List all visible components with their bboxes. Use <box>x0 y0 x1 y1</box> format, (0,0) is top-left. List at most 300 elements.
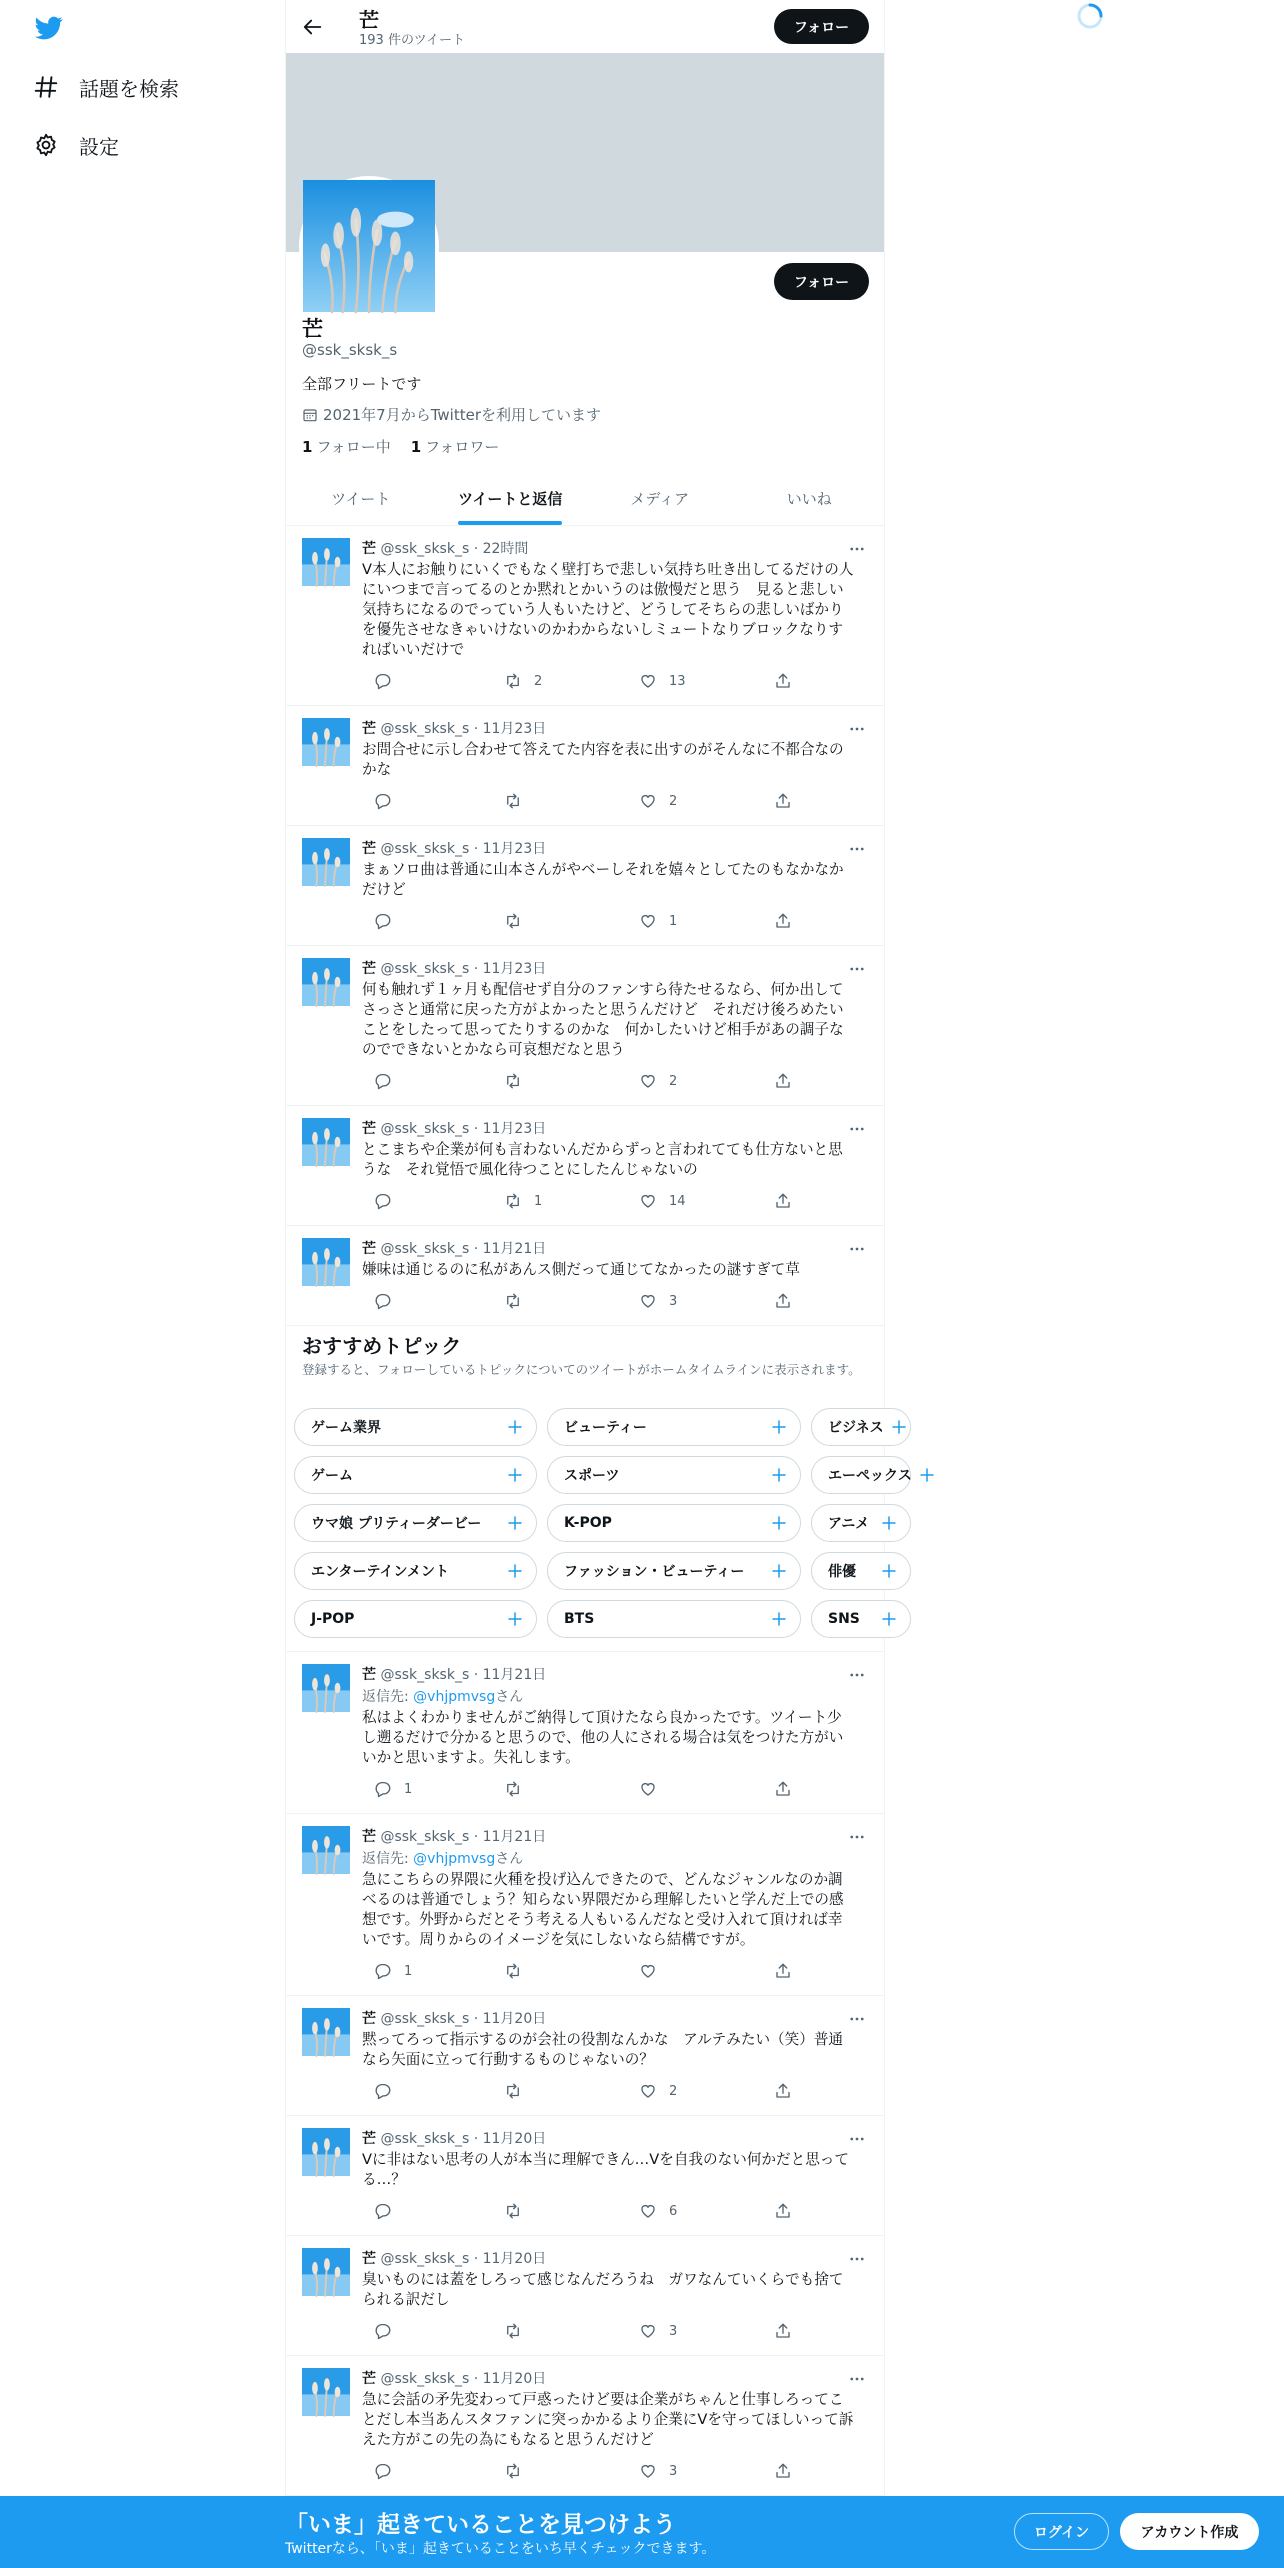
share-icon <box>774 912 792 930</box>
tweet-author-name[interactable]: 芒 <box>362 1241 376 1257</box>
tweet-author-name[interactable]: 芒 <box>362 1829 376 1845</box>
tweet-text-line: うな それ覚悟で風化待つことにしたんじゃないの <box>362 1161 698 1178</box>
tweet[interactable] <box>286 2356 884 2496</box>
plus-icon <box>918 1466 936 1484</box>
share-button[interactable] <box>762 1780 792 1798</box>
retweet-button[interactable] <box>492 1192 542 1210</box>
topic-chip-label: K-POP <box>564 1515 612 1531</box>
tweet[interactable] <box>286 1814 884 1996</box>
topic-chip[interactable] <box>547 1600 801 1638</box>
retweet-icon <box>504 2322 522 2340</box>
tweet-text-line: だけど <box>362 881 406 898</box>
share-icon <box>774 1072 792 1090</box>
tweet[interactable] <box>286 946 884 1106</box>
tweet-text-line: 気持ちになるのでっていう人もいたけど、どうしてそちらの悲しいばかり <box>362 601 844 618</box>
more-icon[interactable] <box>848 1666 866 1684</box>
retweet-button[interactable] <box>492 1780 534 1798</box>
tweet-text-line: いかと思いますよ。失礼します。 <box>362 1749 580 1766</box>
retweet-button[interactable] <box>492 2082 534 2100</box>
tweet-separator: · <box>469 541 483 557</box>
tweet-timestamp[interactable]: 11月20日 <box>482 2251 547 2267</box>
like-count: 14 <box>669 1193 686 1209</box>
retweet-button[interactable] <box>492 1962 534 1980</box>
share-button[interactable] <box>762 2082 792 2100</box>
tweet-separator: · <box>469 2251 483 2267</box>
tweet-text-line: 嫌味は通じるのに私があんス側だって通じてなかったの謎すぎて草 <box>362 1261 800 1278</box>
like-icon <box>639 2462 657 2480</box>
tweet-actions <box>362 1292 802 1312</box>
like-button[interactable] <box>627 2202 677 2220</box>
tweet-actions <box>362 1072 802 1092</box>
tweet-timestamp[interactable]: 11月23日 <box>482 1121 547 1137</box>
tweet-text <box>362 1260 870 1280</box>
like-icon <box>639 1780 657 1798</box>
reply-button[interactable] <box>362 2202 404 2220</box>
reply-icon <box>374 2202 392 2220</box>
like-button[interactable] <box>627 912 677 930</box>
tweet-timestamp[interactable]: 22時間 <box>482 541 529 557</box>
share-button[interactable] <box>762 792 792 810</box>
plus-icon <box>770 1562 788 1580</box>
tweet-author-handle: @ssk_sksk_s <box>380 961 470 977</box>
like-count: 13 <box>669 673 686 689</box>
reply-icon <box>374 2082 392 2100</box>
tweet-text <box>362 1708 870 1768</box>
like-icon <box>639 1292 657 1310</box>
tweet-separator: · <box>469 721 483 737</box>
tweet-author-name[interactable]: 芒 <box>362 2371 376 2387</box>
tweet-text-line: ればいいだけで <box>362 641 465 658</box>
share-icon <box>774 672 792 690</box>
profile-avatar[interactable] <box>299 176 439 316</box>
retweet-button[interactable] <box>492 1072 534 1090</box>
share-icon <box>774 1780 792 1798</box>
like-icon <box>639 2202 657 2220</box>
tweet-header <box>362 958 546 978</box>
reply-button[interactable] <box>362 672 404 690</box>
like-button[interactable] <box>627 792 677 810</box>
more-icon[interactable] <box>848 960 866 978</box>
reply-button[interactable] <box>362 2322 404 2340</box>
following-link[interactable] <box>302 436 391 457</box>
tweet-text-line: のでできないとかなら可哀想だなと思う <box>362 1041 625 1058</box>
topic-chip[interactable] <box>547 1408 801 1446</box>
tab-likes[interactable]: いいね <box>786 490 832 508</box>
tweet-timestamp[interactable]: 11月23日 <box>482 841 547 857</box>
tweet-author-handle: @ssk_sksk_s <box>380 1829 470 1845</box>
share-button[interactable] <box>762 2322 792 2340</box>
like-button[interactable] <box>627 1780 669 1798</box>
profile-tabs <box>286 472 884 526</box>
tweet-avatar[interactable] <box>302 538 350 586</box>
reply-icon <box>374 1072 392 1090</box>
more-icon[interactable] <box>848 2130 866 2148</box>
login-prompt-subtitle: Twitterなら、「いま」起きていることをいち早くチェックできます。 <box>285 2541 716 2557</box>
plus-icon <box>880 1562 898 1580</box>
tab-tweets-and-replies[interactable]: ツイートと返信 <box>436 472 586 525</box>
reply-button[interactable] <box>362 2462 404 2480</box>
retweet-button[interactable] <box>492 792 534 810</box>
tweet-text <box>362 860 870 900</box>
retweet-button[interactable] <box>492 912 534 930</box>
plus-icon <box>770 1418 788 1436</box>
tweet-text <box>362 980 870 1060</box>
tweet-author-name[interactable]: 芒 <box>362 2131 376 2147</box>
tweet-author-handle: @ssk_sksk_s <box>380 2371 470 2387</box>
reply-icon <box>374 672 392 690</box>
tweet-separator: · <box>469 1667 483 1683</box>
plus-icon <box>506 1562 524 1580</box>
tweet-actions <box>362 2082 802 2102</box>
retweet-button[interactable] <box>492 2322 534 2340</box>
tweet-actions <box>362 672 802 692</box>
tweet-reply-to <box>362 1848 523 1868</box>
tweet-avatar[interactable] <box>302 2128 350 2176</box>
tab-media[interactable]: メディア <box>630 490 690 508</box>
tweet-actions <box>362 792 802 812</box>
like-count: 2 <box>669 2083 678 2099</box>
tweet-timestamp[interactable]: 11月21日 <box>482 1241 547 1257</box>
profile-column <box>285 0 912 2568</box>
nav-explore-label: 話題を検索 <box>79 76 179 101</box>
topic-chip-label: ウマ娘 プリティーダービー <box>311 1516 482 1532</box>
like-icon <box>639 1962 657 1980</box>
topics-title: おすすめトピック <box>302 1334 462 1358</box>
tweet-header <box>362 2128 546 2148</box>
like-button[interactable] <box>627 2462 677 2480</box>
more-icon[interactable] <box>848 720 866 738</box>
topic-chip[interactable] <box>294 1552 537 1590</box>
tweet-text-line: 急に会話の矛先変わって戸惑ったけど要は企業がちゃんと仕事しろってこ <box>362 2391 844 2408</box>
topic-chip[interactable] <box>294 1600 537 1638</box>
reply-icon <box>374 1192 392 1210</box>
reply-button[interactable] <box>362 792 404 810</box>
share-button[interactable] <box>762 1192 792 1210</box>
more-icon[interactable] <box>848 540 866 558</box>
plus-icon <box>506 1610 524 1628</box>
profile-name: 芒 <box>302 317 323 341</box>
reply-to-mention[interactable]: @vhjpmvsg <box>413 1851 496 1867</box>
tweet-header <box>362 538 528 558</box>
share-button[interactable] <box>762 912 792 930</box>
retweet-count: 1 <box>534 1193 543 1209</box>
topic-chip[interactable] <box>811 1456 911 1494</box>
tweet-text-line: る…？ <box>362 2171 406 2188</box>
tweet-separator: · <box>469 2131 483 2147</box>
calendar-icon <box>302 407 318 423</box>
like-button[interactable] <box>627 1072 677 1090</box>
tweet-separator: · <box>469 2371 483 2387</box>
more-icon[interactable] <box>848 2010 866 2028</box>
retweet-icon <box>504 912 522 930</box>
tweet-avatar[interactable] <box>302 718 350 766</box>
nav-explore[interactable] <box>33 67 179 107</box>
twitter-logo-icon[interactable] <box>33 14 65 42</box>
tweet-text-line: なら矢面に立って行動するものじゃないの？ <box>362 2051 654 2068</box>
tweet-header <box>362 1118 546 1138</box>
like-icon <box>639 792 657 810</box>
tweet[interactable] <box>286 2236 884 2356</box>
topic-chip[interactable] <box>811 1504 911 1542</box>
retweet-icon <box>504 792 522 810</box>
tweet-text-line: いです。周りからのイメージを気にしないなら結構ですが。 <box>362 1931 755 1948</box>
like-button[interactable] <box>627 2082 677 2100</box>
tweet-separator: · <box>469 2011 483 2027</box>
share-button[interactable] <box>762 1072 792 1090</box>
loading-spinner-icon <box>1076 2 1104 30</box>
tweet-actions <box>362 912 802 932</box>
tweet-author-handle: @ssk_sksk_s <box>380 2011 470 2027</box>
tweet-text-line: 急にこちらの界隈に火種を投げ込んできたので、どんなジャンルなのか調 <box>362 1871 843 1888</box>
tweet-text-line: られる訳だし <box>362 2291 450 2308</box>
tweet-text-line: 黙ってろって指示するのが会社の役割なんかな アルテみたい（笑）普通 <box>362 2031 844 2048</box>
retweet-icon <box>504 2082 522 2100</box>
topic-chip[interactable] <box>294 1456 537 1494</box>
reply-icon <box>374 1292 392 1310</box>
plus-icon <box>770 1466 788 1484</box>
tweet-text <box>362 740 870 780</box>
tweet-timestamp[interactable]: 11月23日 <box>482 721 547 737</box>
share-button[interactable] <box>762 1292 792 1310</box>
tweet-author-name[interactable]: 芒 <box>362 841 376 857</box>
like-button[interactable] <box>627 2322 677 2340</box>
reply-button[interactable] <box>362 1780 412 1798</box>
tweet-text <box>362 1870 870 1950</box>
reply-icon <box>374 792 392 810</box>
share-icon <box>774 2462 792 2480</box>
tweet-author-name[interactable]: 芒 <box>362 721 376 737</box>
tweet-avatar[interactable] <box>302 1118 350 1166</box>
like-button[interactable] <box>627 1962 669 1980</box>
tweet-text-line: 想です。外野からだとそう考える人もいるんだなと受け入れて頂ければ幸 <box>362 1911 843 1928</box>
retweet-button[interactable] <box>492 1292 534 1310</box>
more-icon[interactable] <box>848 2250 866 2268</box>
like-count: 2 <box>669 1073 678 1089</box>
retweet-count: 2 <box>534 673 543 689</box>
topic-chip[interactable] <box>811 1552 911 1590</box>
tweet-timestamp[interactable]: 11月20日 <box>482 2131 547 2147</box>
like-icon <box>639 2082 657 2100</box>
tweet-separator: · <box>469 961 483 977</box>
tweet-avatar[interactable] <box>302 1238 350 1286</box>
topic-chip-label: 俳優 <box>828 1564 856 1580</box>
tweet-text-line: さっさと通常に戻った方がよかったと思うんだけど それだけ後ろめたい <box>362 1001 844 1018</box>
tweet[interactable] <box>286 1652 884 1814</box>
share-button[interactable] <box>762 2202 792 2220</box>
tweet-timestamp[interactable]: 11月20日 <box>482 2011 547 2027</box>
plus-icon <box>770 1514 788 1532</box>
tweet-header <box>362 1238 546 1258</box>
tweet-actions <box>362 2462 802 2482</box>
share-icon <box>774 1292 792 1310</box>
tweet-author-handle: @ssk_sksk_s <box>380 721 470 737</box>
reply-icon <box>374 1780 392 1798</box>
topic-chip-label: SNS <box>828 1611 860 1627</box>
tweet[interactable] <box>286 826 884 946</box>
like-count: 3 <box>669 2463 678 2479</box>
retweet-button[interactable] <box>492 2462 534 2480</box>
tweet-header <box>362 1664 546 1684</box>
like-count: 1 <box>669 913 678 929</box>
profile-joined-text: 2021年7月からTwitterを利用しています <box>323 406 601 424</box>
tweet-text-line: とだし本当あんスタファンに突っかかるより企業にVを守ってほしいって訴 <box>362 2411 854 2428</box>
more-icon[interactable] <box>848 1828 866 1846</box>
share-icon <box>774 792 792 810</box>
back-arrow-icon[interactable] <box>302 16 324 38</box>
tweet-author-name[interactable]: 芒 <box>362 961 376 977</box>
retweet-icon <box>504 1962 522 1980</box>
tweet-header <box>362 2008 546 2028</box>
topic-chip[interactable] <box>294 1504 537 1542</box>
reply-button[interactable] <box>362 1072 404 1090</box>
tweet-avatar[interactable] <box>302 1664 350 1712</box>
tweet-separator: · <box>469 1121 483 1137</box>
tweet-avatar[interactable] <box>302 2248 350 2296</box>
more-icon[interactable] <box>848 840 866 858</box>
tweet-text-line: えた方がこの先の為にもなると思うんだけど <box>362 2431 654 2448</box>
topic-chip[interactable] <box>811 1408 911 1446</box>
topic-chip-label: ビューティー <box>564 1420 647 1436</box>
followers-count: 1 <box>410 438 422 456</box>
reply-button[interactable] <box>362 2082 404 2100</box>
tweet-header <box>362 1826 546 1846</box>
reply-count: 1 <box>404 1781 413 1797</box>
tweet-text-line: にいつまで言ってるのとか黙れとかいうのは傲慢だと思う 見ると悲しい <box>362 581 844 598</box>
header-follow-button[interactable]: フォロー <box>774 9 869 44</box>
retweet-icon <box>504 1292 522 1310</box>
topic-chip[interactable] <box>811 1600 911 1638</box>
nav-settings[interactable] <box>33 125 119 165</box>
tweet-text-line: Vに非はない思考の人が本当に理解できん…Vを自我のない何かだと思って <box>362 2151 849 2168</box>
tab-tweets[interactable]: ツイート <box>331 490 391 508</box>
tweet-author-handle: @ssk_sksk_s <box>380 1241 470 1257</box>
reply-to-prefix: 返信先: <box>362 1689 414 1705</box>
followers-link[interactable] <box>411 436 500 457</box>
like-button[interactable] <box>627 672 686 690</box>
tweet-author-name[interactable]: 芒 <box>362 1667 376 1683</box>
tweet-text-line: 何も触れず１ヶ月も配信せず自分のファンすら待たせるなら、何か出して <box>362 981 844 998</box>
tweet[interactable] <box>286 1996 884 2116</box>
reply-icon <box>374 1962 392 1980</box>
tweet-text-line: かな <box>362 761 392 778</box>
reply-to-mention[interactable]: @vhjpmvsg <box>413 1689 496 1705</box>
followers-label: フォロワー <box>425 438 500 456</box>
reply-button[interactable] <box>362 912 404 930</box>
retweet-icon <box>504 2202 522 2220</box>
retweet-button[interactable] <box>492 2202 534 2220</box>
tweet-header <box>362 838 546 858</box>
tweet-avatar[interactable] <box>302 2368 350 2416</box>
tweet-text <box>362 2270 870 2310</box>
like-count: 2 <box>669 793 678 809</box>
reply-icon <box>374 2462 392 2480</box>
topics-subtitle: 登録すると、フォローしているトピックについてのツイートがホームタイムラインに表示されます。 <box>302 1362 861 1377</box>
tweet[interactable] <box>286 526 884 706</box>
topic-chip[interactable] <box>547 1456 801 1494</box>
tweet[interactable] <box>286 2116 884 2236</box>
tweet-author-name[interactable]: 芒 <box>362 2251 376 2267</box>
like-button[interactable] <box>627 1292 677 1310</box>
more-icon[interactable] <box>848 2370 866 2388</box>
signup-button[interactable]: アカウント作成 <box>1120 2513 1259 2550</box>
hashtag-icon <box>33 74 59 100</box>
tweet-separator: · <box>469 1241 483 1257</box>
tweet-actions <box>362 1962 802 1982</box>
like-icon <box>639 1072 657 1090</box>
more-icon[interactable] <box>848 1120 866 1138</box>
like-count: 3 <box>669 2323 678 2339</box>
tweet-actions <box>362 2322 802 2342</box>
tweet-timestamp[interactable]: 11月21日 <box>482 1829 547 1845</box>
share-icon <box>774 2322 792 2340</box>
reply-button[interactable] <box>362 1962 412 1980</box>
login-button[interactable]: ログイン <box>1014 2513 1109 2550</box>
reply-to-suffix: さん <box>495 1851 524 1867</box>
tweet-timestamp[interactable]: 11月21日 <box>482 1667 547 1683</box>
share-button[interactable] <box>762 1962 792 1980</box>
tweet-text <box>362 1140 870 1180</box>
plus-icon <box>890 1418 908 1436</box>
tweet-text-line: まぁソロ曲は普通に山本さんがやベーしそれを嬉々としてたのもなかなか <box>362 861 844 878</box>
recommended-topics <box>286 1318 912 1652</box>
tweet-text <box>362 2150 870 2190</box>
retweet-icon <box>504 1192 522 1210</box>
reply-count: 1 <box>404 1963 413 1979</box>
tweet-header <box>362 718 546 738</box>
tweet-text-line: 私はよくわかりませんがご納得して頂けたなら良かったです。ツイート少 <box>362 1709 842 1726</box>
reply-to-prefix: 返信先: <box>362 1851 414 1867</box>
topic-chip[interactable] <box>547 1552 801 1590</box>
profile-header-bar <box>286 0 884 53</box>
retweet-button[interactable] <box>492 672 542 690</box>
tweet-text <box>362 2030 870 2070</box>
tweet-author-name[interactable]: 芒 <box>362 541 376 557</box>
topic-chip[interactable] <box>547 1504 801 1542</box>
retweet-icon <box>504 2462 522 2480</box>
tweet-avatar[interactable] <box>302 1826 350 1874</box>
tweet-author-name[interactable]: 芒 <box>362 1121 376 1137</box>
tweet-timestamp[interactable]: 11月23日 <box>482 961 547 977</box>
tweet-text <box>362 2390 870 2450</box>
following-count: 1 <box>302 438 313 456</box>
tweet-reply-to <box>362 1686 523 1706</box>
tweet-avatar[interactable] <box>302 2008 350 2056</box>
topic-chip-label: スポーツ <box>564 1468 620 1484</box>
share-button[interactable] <box>762 672 792 690</box>
tweet-timestamp[interactable]: 11月20日 <box>482 2371 547 2387</box>
profile-follow-button[interactable]: フォロー <box>774 263 869 300</box>
tweet-header <box>362 2368 546 2388</box>
tweet[interactable] <box>286 1226 884 1326</box>
tweet[interactable] <box>286 1106 884 1226</box>
tweet[interactable] <box>286 706 884 826</box>
reply-button[interactable] <box>362 1292 404 1310</box>
like-icon <box>639 1192 657 1210</box>
topic-chip-label: エーペックス <box>828 1468 912 1484</box>
tweet-author-name[interactable]: 芒 <box>362 2011 376 2027</box>
share-button[interactable] <box>762 2462 792 2480</box>
plus-icon <box>880 1610 898 1628</box>
tweet-actions <box>362 2202 802 2222</box>
more-icon[interactable] <box>848 1240 866 1258</box>
topic-chip[interactable] <box>294 1408 537 1446</box>
tweet-avatar[interactable] <box>302 958 350 1006</box>
tweet-avatar[interactable] <box>302 838 350 886</box>
tweet-text-line: V本人にお触りにいくでもなく壁打ちで悲しい気持ち吐き出してるだけの人 <box>362 561 854 578</box>
reply-button[interactable] <box>362 1192 404 1210</box>
like-button[interactable] <box>627 1192 686 1210</box>
tweet-actions <box>362 1780 802 1800</box>
